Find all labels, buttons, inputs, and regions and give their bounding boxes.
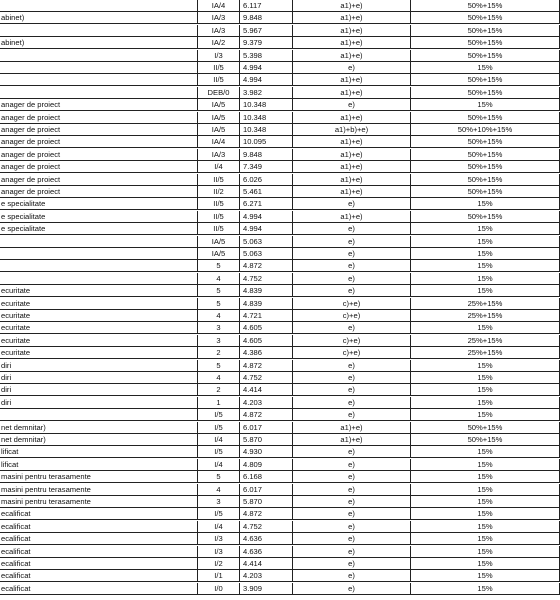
bonus-percent-cell: 15% xyxy=(411,471,560,483)
position-cell: diri xyxy=(0,384,198,396)
coefficient-cell: 4.994 xyxy=(240,62,293,74)
coefficient-cell: 4.636 xyxy=(240,533,293,545)
bonus-code-cell: e) xyxy=(293,273,411,285)
position-cell: ecalificat xyxy=(0,558,198,570)
bonus-code-cell: a1)+e) xyxy=(293,0,411,12)
coefficient-cell: 4.872 xyxy=(240,409,293,421)
grade-cell: 1 xyxy=(198,397,240,409)
bonus-percent-cell: 15% xyxy=(411,521,560,533)
bonus-code-cell: a1)+e) xyxy=(293,186,411,198)
position-cell: anager de proiect xyxy=(0,161,198,173)
coefficient-cell: 5.063 xyxy=(240,248,293,260)
grade-cell: IA/5 xyxy=(198,248,240,260)
table-row xyxy=(0,335,560,347)
bonus-percent-cell: 15% xyxy=(411,533,560,545)
table-row xyxy=(0,347,560,359)
table-row xyxy=(0,211,560,223)
grade-cell: DEB/0 xyxy=(198,87,240,99)
bonus-percent-cell: 50%+15% xyxy=(411,87,560,99)
bonus-code-cell: a1)+e) xyxy=(293,12,411,24)
coefficient-cell: 5.967 xyxy=(240,25,293,37)
grade-cell: 4 xyxy=(198,273,240,285)
bonus-percent-cell: 15% xyxy=(411,198,560,210)
grade-cell: II/5 xyxy=(198,74,240,86)
bonus-percent-cell: 50%+15% xyxy=(411,50,560,62)
bonus-percent-cell: 15% xyxy=(411,459,560,471)
coefficient-cell: 4.752 xyxy=(240,273,293,285)
grade-cell: I/4 xyxy=(198,521,240,533)
bonus-percent-cell: 50%+15% xyxy=(411,0,560,12)
coefficient-cell: 6.117 xyxy=(240,0,293,12)
coefficient-cell: 4.994 xyxy=(240,223,293,235)
coefficient-cell: 4.414 xyxy=(240,558,293,570)
position-cell: anager de proiect xyxy=(0,112,198,124)
grade-cell: I/5 xyxy=(198,422,240,434)
bonus-percent-cell: 15% xyxy=(411,484,560,496)
grade-cell: I/2 xyxy=(198,558,240,570)
grade-cell: II/5 xyxy=(198,198,240,210)
position-cell: ecuritate xyxy=(0,298,198,310)
position-cell: diri xyxy=(0,360,198,372)
coefficient-cell: 4.839 xyxy=(240,298,293,310)
grade-cell: 3 xyxy=(198,322,240,334)
bonus-code-cell: e) xyxy=(293,372,411,384)
grade-cell: 5 xyxy=(198,260,240,272)
bonus-code-cell: a1)+e) xyxy=(293,422,411,434)
bonus-percent-cell: 15% xyxy=(411,248,560,260)
grade-cell: 2 xyxy=(198,347,240,359)
position-cell xyxy=(0,273,198,285)
bonus-code-cell: e) xyxy=(293,508,411,520)
bonus-code-cell: e) xyxy=(293,260,411,272)
position-cell: ecuritate xyxy=(0,322,198,334)
coefficient-cell: 4.605 xyxy=(240,335,293,347)
bonus-percent-cell: 50%+15% xyxy=(411,211,560,223)
bonus-percent-cell: 50%+15% xyxy=(411,161,560,173)
table-row xyxy=(0,422,560,434)
grade-cell: I/4 xyxy=(198,434,240,446)
table-row xyxy=(0,322,560,334)
bonus-percent-cell: 50%+15% xyxy=(411,74,560,86)
table-row xyxy=(0,570,560,582)
grade-cell: IA/3 xyxy=(198,12,240,24)
grade-cell: I/3 xyxy=(198,533,240,545)
table-row xyxy=(0,397,560,409)
position-cell xyxy=(0,74,198,86)
grade-cell: IA/5 xyxy=(198,124,240,136)
coefficient-cell: 4.203 xyxy=(240,570,293,582)
table-row xyxy=(0,273,560,285)
position-cell: anager de proiect xyxy=(0,174,198,186)
coefficient-cell: 3.982 xyxy=(240,87,293,99)
grade-cell: 2 xyxy=(198,384,240,396)
grade-cell: IA/2 xyxy=(198,37,240,49)
position-cell: ecalificat xyxy=(0,570,198,582)
coefficient-cell: 4.605 xyxy=(240,322,293,334)
table-row xyxy=(0,434,560,446)
bonus-percent-cell: 15% xyxy=(411,558,560,570)
bonus-percent-cell: 50%+15% xyxy=(411,112,560,124)
position-cell: diri xyxy=(0,372,198,384)
table-row xyxy=(0,409,560,421)
coefficient-cell: 6.271 xyxy=(240,198,293,210)
grade-cell: 4 xyxy=(198,310,240,322)
position-cell: diri xyxy=(0,397,198,409)
position-cell xyxy=(0,0,198,12)
bonus-percent-cell: 15% xyxy=(411,372,560,384)
coefficient-cell: 4.203 xyxy=(240,397,293,409)
table-row xyxy=(0,223,560,235)
coefficient-cell: 5.870 xyxy=(240,496,293,508)
bonus-percent-cell: 50%+15% xyxy=(411,37,560,49)
bonus-code-cell: e) xyxy=(293,459,411,471)
bonus-code-cell: c)+e) xyxy=(293,298,411,310)
position-cell: ecalificat xyxy=(0,583,198,595)
table-row xyxy=(0,87,560,99)
bonus-percent-cell: 50%+15% xyxy=(411,186,560,198)
grade-cell: I/3 xyxy=(198,546,240,558)
coefficient-cell: 10.348 xyxy=(240,99,293,111)
grade-cell: I/1 xyxy=(198,570,240,582)
bonus-percent-cell: 50%+15% xyxy=(411,149,560,161)
bonus-code-cell: a1)+b)+e) xyxy=(293,124,411,136)
grade-cell: II/5 xyxy=(198,211,240,223)
table-row xyxy=(0,161,560,173)
coefficient-cell: 6.168 xyxy=(240,471,293,483)
coefficient-cell: 6.026 xyxy=(240,174,293,186)
position-cell xyxy=(0,236,198,248)
bonus-percent-cell: 15% xyxy=(411,508,560,520)
coefficient-cell: 7.349 xyxy=(240,161,293,173)
grade-cell: 5 xyxy=(198,360,240,372)
position-cell: anager de proiect xyxy=(0,136,198,148)
bonus-code-cell: e) xyxy=(293,285,411,297)
bonus-percent-cell: 15% xyxy=(411,223,560,235)
bonus-code-cell: a1)+e) xyxy=(293,112,411,124)
bonus-code-cell: a1)+e) xyxy=(293,74,411,86)
table-row xyxy=(0,0,560,12)
table-row xyxy=(0,62,560,74)
coefficient-cell: 4.809 xyxy=(240,459,293,471)
bonus-code-cell: e) xyxy=(293,198,411,210)
table-row xyxy=(0,174,560,186)
coefficient-cell: 4.994 xyxy=(240,211,293,223)
table-row xyxy=(0,74,560,86)
bonus-code-cell: e) xyxy=(293,384,411,396)
table-row xyxy=(0,508,560,520)
grade-cell: 3 xyxy=(198,335,240,347)
table-row xyxy=(0,372,560,384)
table-row xyxy=(0,124,560,136)
bonus-code-cell: e) xyxy=(293,521,411,533)
bonus-percent-cell: 15% xyxy=(411,273,560,285)
table-row xyxy=(0,546,560,558)
grade-cell: IA/4 xyxy=(198,136,240,148)
bonus-percent-cell: 15% xyxy=(411,260,560,272)
position-cell: ecuritate xyxy=(0,285,198,297)
table-row xyxy=(0,12,560,24)
bonus-percent-cell: 15% xyxy=(411,409,560,421)
bonus-percent-cell: 15% xyxy=(411,285,560,297)
position-cell xyxy=(0,409,198,421)
grade-cell: IA/3 xyxy=(198,149,240,161)
table-row xyxy=(0,236,560,248)
position-cell: ecalificat xyxy=(0,508,198,520)
grade-cell: I/4 xyxy=(198,459,240,471)
grade-cell: II/2 xyxy=(198,186,240,198)
position-cell: anager de proiect xyxy=(0,149,198,161)
table-row xyxy=(0,248,560,260)
position-cell: abinet) xyxy=(0,12,198,24)
table-row xyxy=(0,484,560,496)
table-row xyxy=(0,260,560,272)
bonus-code-cell: e) xyxy=(293,570,411,582)
bonus-percent-cell: 50%+15% xyxy=(411,174,560,186)
position-cell xyxy=(0,50,198,62)
table-row xyxy=(0,471,560,483)
table-row xyxy=(0,521,560,533)
bonus-percent-cell: 15% xyxy=(411,236,560,248)
bonus-code-cell: e) xyxy=(293,322,411,334)
bonus-code-cell: a1)+e) xyxy=(293,434,411,446)
table-row xyxy=(0,285,560,297)
position-cell: ecalificat xyxy=(0,533,198,545)
position-cell: anager de proiect xyxy=(0,186,198,198)
grade-cell: IA/5 xyxy=(198,112,240,124)
bonus-code-cell: e) xyxy=(293,496,411,508)
coefficient-cell: 4.414 xyxy=(240,384,293,396)
grade-cell: I/4 xyxy=(198,161,240,173)
bonus-code-cell: c)+e) xyxy=(293,347,411,359)
grade-cell: II/5 xyxy=(198,174,240,186)
table-row xyxy=(0,50,560,62)
bonus-code-cell: e) xyxy=(293,99,411,111)
position-cell: e specialitate xyxy=(0,223,198,235)
bonus-code-cell: e) xyxy=(293,546,411,558)
grade-cell: 5 xyxy=(198,471,240,483)
bonus-code-cell: e) xyxy=(293,360,411,372)
grade-cell: I/5 xyxy=(198,446,240,458)
bonus-code-cell: e) xyxy=(293,484,411,496)
bonus-percent-cell: 50%+15% xyxy=(411,12,560,24)
bonus-percent-cell: 15% xyxy=(411,446,560,458)
position-cell: masini pentru terasamente xyxy=(0,471,198,483)
bonus-code-cell: e) xyxy=(293,236,411,248)
bonus-code-cell: e) xyxy=(293,223,411,235)
position-cell xyxy=(0,87,198,99)
table-row xyxy=(0,186,560,198)
table-row xyxy=(0,446,560,458)
position-cell: e specialitate xyxy=(0,211,198,223)
position-cell: net demnitar) xyxy=(0,434,198,446)
table-row xyxy=(0,37,560,49)
table-row xyxy=(0,496,560,508)
bonus-code-cell: a1)+e) xyxy=(293,25,411,37)
coefficient-cell: 4.839 xyxy=(240,285,293,297)
table-row xyxy=(0,99,560,111)
table-row xyxy=(0,136,560,148)
grade-cell: I/5 xyxy=(198,508,240,520)
bonus-percent-cell: 15% xyxy=(411,546,560,558)
coefficient-cell: 4.872 xyxy=(240,360,293,372)
bonus-code-cell: e) xyxy=(293,471,411,483)
bonus-percent-cell: 50%+15% xyxy=(411,136,560,148)
bonus-percent-cell: 15% xyxy=(411,322,560,334)
bonus-code-cell: a1)+e) xyxy=(293,211,411,223)
bonus-percent-cell: 15% xyxy=(411,570,560,582)
table-row xyxy=(0,298,560,310)
bonus-percent-cell: 25%+15% xyxy=(411,310,560,322)
coefficient-cell: 10.348 xyxy=(240,112,293,124)
bonus-percent-cell: 25%+15% xyxy=(411,347,560,359)
position-cell: masini pentru terasamente xyxy=(0,484,198,496)
position-cell: ecuritate xyxy=(0,310,198,322)
table-row xyxy=(0,459,560,471)
position-cell: ecalificat xyxy=(0,546,198,558)
coefficient-cell: 4.872 xyxy=(240,260,293,272)
grade-cell: IA/4 xyxy=(198,0,240,12)
position-cell: masini pentru terasamente xyxy=(0,496,198,508)
coefficient-cell: 4.721 xyxy=(240,310,293,322)
coefficient-cell: 5.870 xyxy=(240,434,293,446)
bonus-code-cell: e) xyxy=(293,397,411,409)
bonus-code-cell: a1)+e) xyxy=(293,149,411,161)
grade-cell: IA/5 xyxy=(198,236,240,248)
bonus-percent-cell: 50%+15% xyxy=(411,25,560,37)
table-row xyxy=(0,583,560,595)
table-row xyxy=(0,112,560,124)
grade-cell: I/3 xyxy=(198,50,240,62)
bonus-percent-cell: 50%+15% xyxy=(411,434,560,446)
bonus-code-cell: c)+e) xyxy=(293,335,411,347)
coefficient-cell: 4.994 xyxy=(240,74,293,86)
coefficient-cell: 10.348 xyxy=(240,124,293,136)
grade-cell: IA/5 xyxy=(198,99,240,111)
position-cell xyxy=(0,248,198,260)
grade-cell: I/0 xyxy=(198,583,240,595)
position-cell xyxy=(0,260,198,272)
bonus-code-cell: c)+e) xyxy=(293,310,411,322)
coefficient-cell: 5.461 xyxy=(240,186,293,198)
coefficient-cell: 4.752 xyxy=(240,521,293,533)
coefficient-cell: 4.872 xyxy=(240,508,293,520)
coefficient-cell: 4.636 xyxy=(240,546,293,558)
table-row xyxy=(0,310,560,322)
table-row xyxy=(0,198,560,210)
bonus-percent-cell: 15% xyxy=(411,496,560,508)
position-cell: anager de proiect xyxy=(0,124,198,136)
grade-cell: 4 xyxy=(198,484,240,496)
position-cell: abinet) xyxy=(0,37,198,49)
coefficient-cell: 6.017 xyxy=(240,484,293,496)
position-cell xyxy=(0,62,198,74)
table-row xyxy=(0,25,560,37)
bonus-code-cell: e) xyxy=(293,533,411,545)
bonus-percent-cell: 15% xyxy=(411,99,560,111)
bonus-code-cell: e) xyxy=(293,558,411,570)
grade-cell: IA/3 xyxy=(198,25,240,37)
position-cell: lificat xyxy=(0,446,198,458)
position-cell: anager de proiect xyxy=(0,99,198,111)
table-row xyxy=(0,558,560,570)
coefficient-cell: 9.379 xyxy=(240,37,293,49)
bonus-percent-cell: 15% xyxy=(411,583,560,595)
bonus-percent-cell: 50%+10%+15% xyxy=(411,124,560,136)
table-row xyxy=(0,384,560,396)
bonus-code-cell: a1)+e) xyxy=(293,87,411,99)
bonus-code-cell: a1)+e) xyxy=(293,136,411,148)
coefficient-cell: 5.063 xyxy=(240,236,293,248)
grade-cell: I/5 xyxy=(198,409,240,421)
bonus-percent-cell: 15% xyxy=(411,384,560,396)
position-cell: ecuritate xyxy=(0,347,198,359)
bonus-code-cell: e) xyxy=(293,409,411,421)
coefficient-cell: 9.848 xyxy=(240,12,293,24)
bonus-code-cell: a1)+e) xyxy=(293,50,411,62)
bonus-percent-cell: 25%+15% xyxy=(411,335,560,347)
bonus-code-cell: e) xyxy=(293,248,411,260)
position-cell: ecalificat xyxy=(0,521,198,533)
table-row xyxy=(0,149,560,161)
position-cell: net demnitar) xyxy=(0,422,198,434)
position-cell: e specialitate xyxy=(0,198,198,210)
bonus-percent-cell: 15% xyxy=(411,360,560,372)
grade-cell: II/5 xyxy=(198,62,240,74)
grade-cell: 5 xyxy=(198,285,240,297)
bonus-code-cell: a1)+e) xyxy=(293,161,411,173)
grade-cell: II/5 xyxy=(198,223,240,235)
bonus-code-cell: e) xyxy=(293,583,411,595)
grade-cell: 4 xyxy=(198,372,240,384)
grade-cell: 5 xyxy=(198,298,240,310)
coefficient-cell: 4.752 xyxy=(240,372,293,384)
table-row xyxy=(0,360,560,372)
bonus-percent-cell: 15% xyxy=(411,62,560,74)
coefficient-cell: 4.386 xyxy=(240,347,293,359)
bonus-percent-cell: 50%+15% xyxy=(411,422,560,434)
bonus-percent-cell: 25%+15% xyxy=(411,298,560,310)
coefficient-cell: 4.930 xyxy=(240,446,293,458)
bonus-code-cell: e) xyxy=(293,62,411,74)
coefficient-cell: 5.398 xyxy=(240,50,293,62)
grade-cell: 3 xyxy=(198,496,240,508)
position-cell: lificat xyxy=(0,459,198,471)
position-cell xyxy=(0,25,198,37)
coefficient-cell: 9.848 xyxy=(240,149,293,161)
table-row xyxy=(0,533,560,545)
bonus-code-cell: a1)+e) xyxy=(293,174,411,186)
coefficient-cell: 6.017 xyxy=(240,422,293,434)
bonus-percent-cell: 15% xyxy=(411,397,560,409)
coefficient-cell: 3.909 xyxy=(240,583,293,595)
bonus-code-cell: e) xyxy=(293,446,411,458)
bonus-code-cell: a1)+e) xyxy=(293,37,411,49)
coefficient-cell: 10.095 xyxy=(240,136,293,148)
position-cell: ecuritate xyxy=(0,335,198,347)
